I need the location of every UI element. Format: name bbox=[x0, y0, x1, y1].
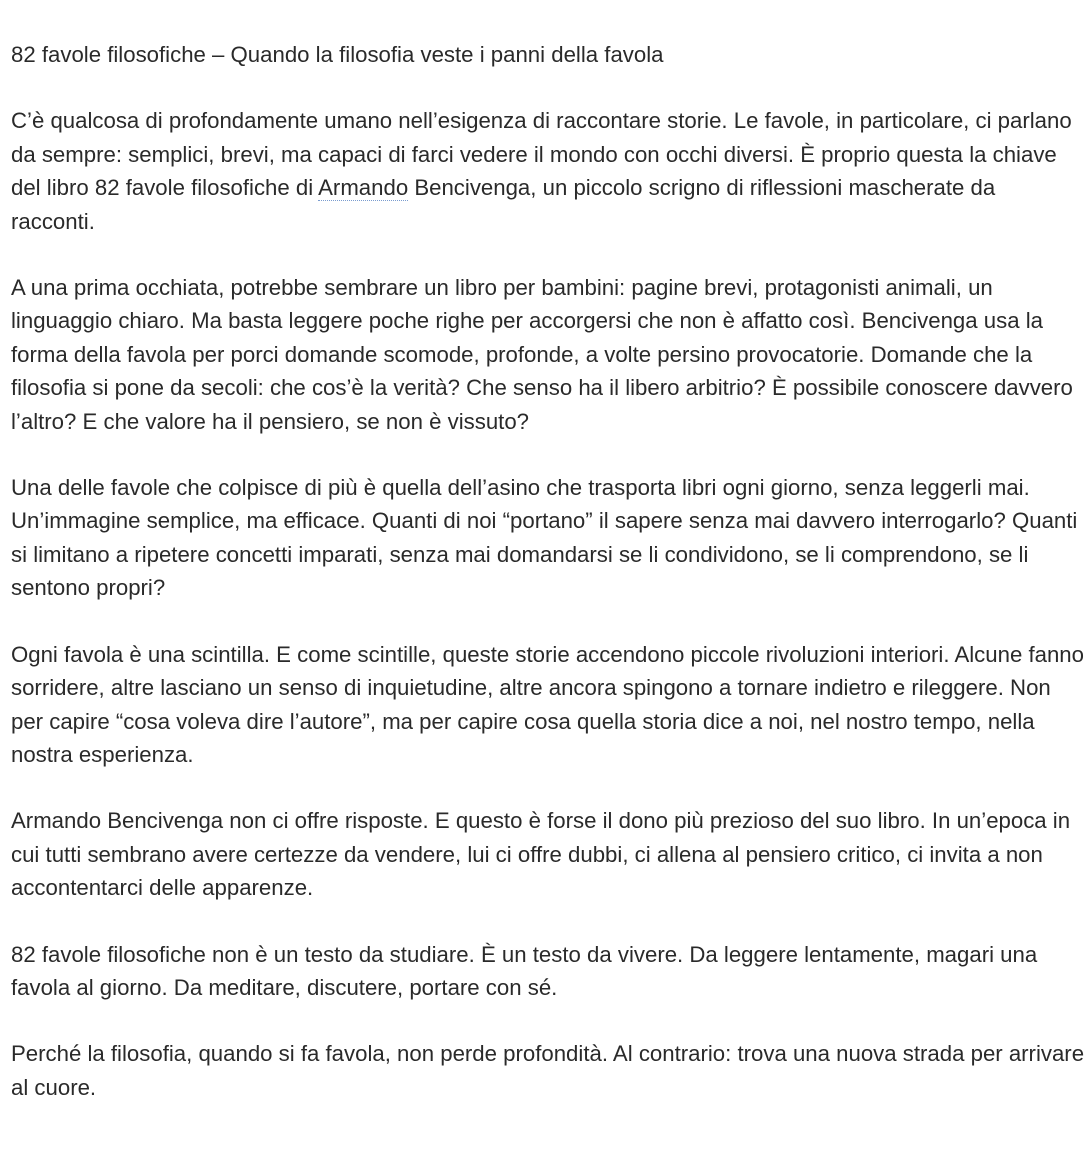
paragraph-2: A una prima occhiata, potrebbe sembrare un libro per bambini: pagine brevi, protagonisti animali, un linguaggio chiaro. Ma basta leggere poche righe per accorgersi che non è affatto così. Bencivenga usa la forma della favola per porci domande scomode, profonde, a volte persino provocatorie. Domande che la filosofia si pone da secoli: che cos’è la verità? Che senso ha il libero arbitrio? È possibile conoscere davvero l’altro? E che valore ha il pensiero, se non è vissuto? bbox=[11, 275, 1073, 434]
paragraph-4: Ogni favola è una scintilla. E come scintille, queste storie accendono piccole rivoluzioni interiori. Alcune fanno sorridere, altre lasciano un senso di inquietudine, altre ancora spingono a tornare indietro e rileggere. Non per capire “cosa voleva dire l’autore”, ma per capire cosa quella storia dice a noi, nel nostro tempo, nella nostra esperienza. bbox=[11, 641, 1084, 767]
paragraph-7: Perché la filosofia, quando si fa favola, non perde profondità. Al contrario: trova una nuova strada per arrivare al cuore. bbox=[11, 1041, 1085, 1100]
document-body bbox=[11, 38, 1085, 1104]
paragraph-3: Una delle favole che colpisce di più è quella dell’asino che trasporta libri ogni giorno, senza leggerli mai. Un’immagine semplice, ma efficace. Quanti di noi “portano” il sapere senza mai davvero interrogarlo? Quanti si limitano a ripetere concetti imparati, senza mai domandarsi se li condividono, se li comprendono, se li sentono propri? bbox=[11, 475, 1078, 601]
paragraph-intro-text-start: C’è qualcosa di profondamente umano nell’esigenza di raccontare storie. Le favole, in particolare, ci parlano da sempre: semplici, brevi, ma capaci di farci vedere il mondo con occhi diversi. È proprio questa la chiave del libro 82 favole filosofiche di bbox=[11, 108, 1072, 201]
paragraph-6: 82 favole filosofiche non è un testo da studiare. È un testo da vivere. Da leggere lentamente, magari una favola al giorno. Da meditare, discutere, portare con sé. bbox=[11, 941, 1038, 1000]
paragraph-5: Armando Bencivenga non ci offre risposte. E questo è forse il dono più prezioso del suo libro. In un’epoca in cui tutti sembrano avere certezze da vendere, lui ci offre dubbi, ci allena al pensiero critico, ci invita a non accontentarci delle apparenze. bbox=[11, 808, 1071, 901]
paragraph-intro-text-end: Bencivenga, un piccolo scrigno di riflessioni mascherate da racconti. bbox=[11, 175, 996, 234]
document-title: 82 favole filosofiche – Quando la filosofia veste i panni della favola bbox=[11, 42, 664, 67]
paragraph-intro bbox=[11, 104, 1085, 238]
author-link[interactable]: Armando bbox=[318, 175, 409, 201]
